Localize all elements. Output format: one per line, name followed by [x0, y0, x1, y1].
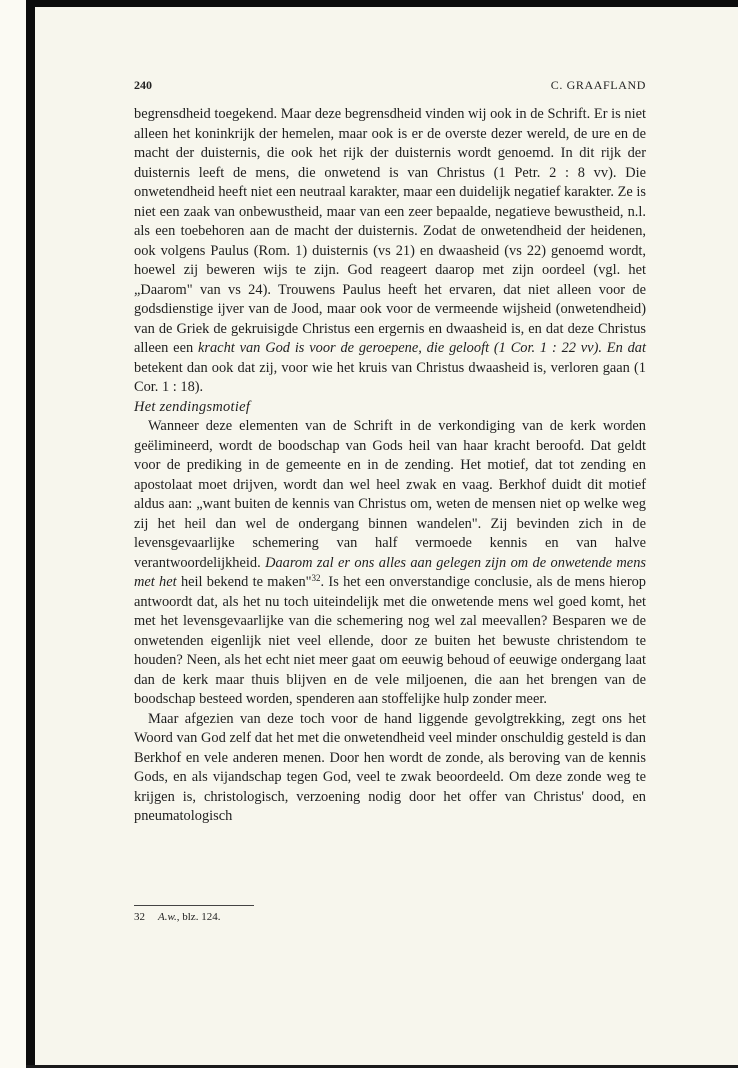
paragraph-2-text: Wanneer deze elementen van de Schrift in de verkondiging van de kerk worden geëlimineerd, wordt de boodschap van Gods heil van haar kracht beroofd. Dat geldt voor de prediking in de gemeente en in de zending. Het motief, dat tot zending en apostolaat moet drijven, wordt dan wel heel zwak en vaag. Berkhof duidt dit motief aldus aan: „want buiten de kennis van Christus om, weten de mensen niet op welke weg zij het heil dan wel de ondergang binnen wandelen". Zij bevinden zich in de levensgevaarlijke schemering van half vermoede kennis en van halve verantwoordelijkheid.	[134, 418, 646, 571]
footnote-reference: 32	[311, 573, 321, 583]
paragraph-1	[134, 105, 646, 398]
footnote-source: A.w.	[158, 911, 177, 923]
paragraph-1-text: begrensdheid toegekend. Maar deze begrensdheid vinden wij ook in de Schrift. Er is niet alleen het koninkrijk der hemelen, maar ook is er de overste dezer wereld, de ure en de macht der duisternis, die ook het rijk der duisternis wordt genoemd. In dit rijk der duisternis leeft de mens, die onwetend is van Christus (1 Petr. 2 : 8 vv). Die onwetendheid heeft niet een neutraal karakter, maar een duidelijk negatief karakter. Ze is niet een zaak van onbewustheid, maar van een zeer bepaalde, negatieve bewustheid, n.l. als een toebehoren aan de macht der duisternis. Zodat de onwetendheid der heidenen, ook volgens Paulus (Rom. 1) duisternis (vs 21) en dwaasheid (vs 22) genoemd wordt, hoewel zij beweren wijs te zijn. God reageert daarop met zijn oordeel (vgl. het „Daarom" van vs 24). Trouwens Paulus heeft het ervaren, dat niet alleen voor de godsdienstige ijver van de Jood, maar ook voor de vermeende wijsheid (onwetendheid) van de Griek de gekruisigde Christus een ergernis en dwaasheid is, en dat deze Christus alleen een	[134, 106, 646, 356]
footnote-rest: , blz. 124.	[176, 911, 221, 923]
footnote-divider	[134, 905, 254, 906]
section-heading: Het zendingsmotief	[134, 398, 251, 415]
paragraph-1-text-end: betekent dan ook dat zij, voor wie het kruis van Christus dwaasheid is, verloren gaan (1 Cor. 1 : 18).	[134, 359, 646, 395]
footnote-number: 32	[134, 911, 145, 923]
paragraph-2	[134, 417, 646, 710]
paragraph-2-quote-end: heil bekend te maken"	[180, 574, 312, 590]
paragraph-2-italic: Daarom zal er ons alles aan gelegen zijn om de onwetende mens met het	[134, 554, 646, 590]
body-text	[134, 105, 646, 827]
running-head-author: C. GRAAFLAND	[550, 78, 646, 92]
footnote	[134, 911, 434, 923]
page-number: 240	[134, 78, 152, 92]
paragraph-1-italic: kracht van God is voor de geroepene, die gelooft (1 Cor. 1 : 22 vv). En dat	[198, 340, 646, 356]
scan-edge-top	[26, 0, 738, 7]
paragraph-2-text-end: . Is het een onverstandige conclusie, als de mens hierop antwoordt dat, als het nu toch uiteindelijk met die onwetende mens wel goed komt, het met het levensgevaarlijke van die schemering nog wel zal meevallen? Besparen we de onwetenden eigenlijk niet veel ellende, door ze buiten het bewuste christendom te houden? Neen, als het echt niet meer gaat om eeuwig behoud of eeuwige ondergang laat dan de kerk maar thuis blijven en de vele miljoenen, die aan het brengen van de boodschap besteed worden, spenderen aan stoffelijke hulp zonder meer.	[134, 574, 646, 707]
paragraph-3: Maar afgezien van deze toch voor de hand liggende gevolgtrekking, zegt ons het Woord van God zelf dat het met die onwetendheid veel minder onschuldig gesteld is dan Berkhof en vele anderen menen. Door hen wordt de zonde, als beroving van de kennis Gods, en als vijandschap tegen God, veel te zwak beoordeeld. Om deze zonde weg te krijgen is, christologisch, verzoening nodig door het offer van Christus' dood, en pneumatologisch	[134, 710, 646, 824]
scan-edge-left	[26, 0, 35, 1068]
page-header	[134, 78, 646, 94]
